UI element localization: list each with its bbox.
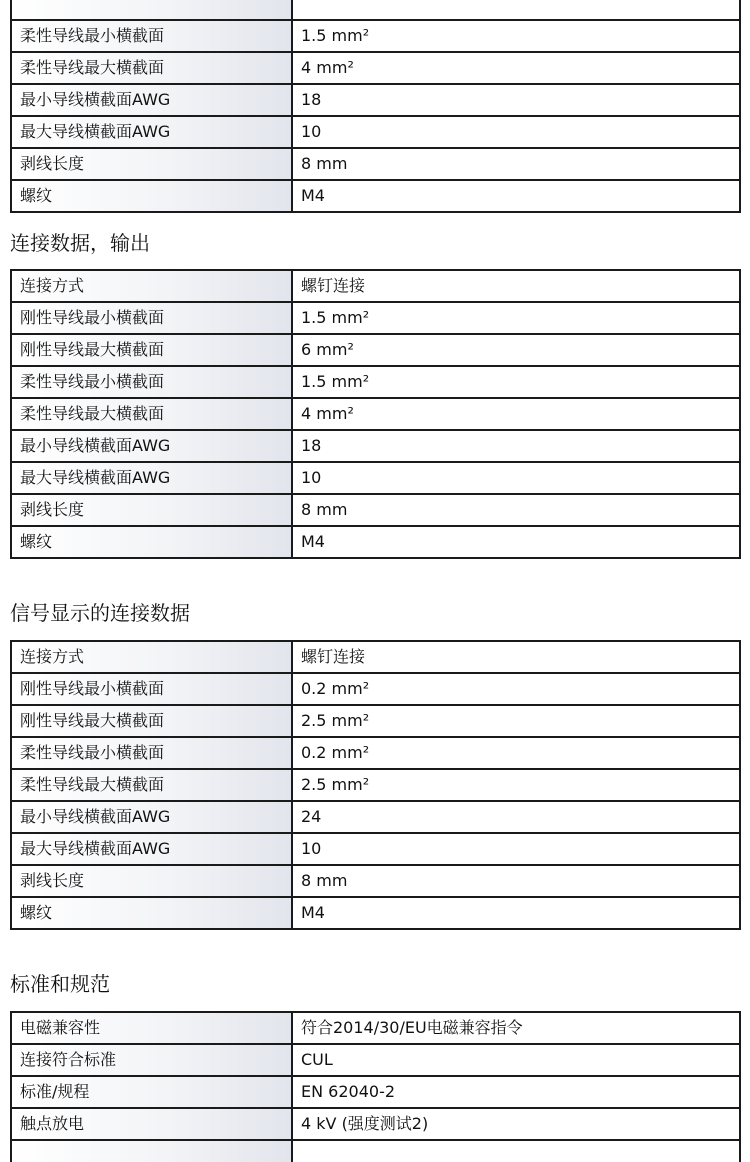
table-row (11, 1012, 740, 1044)
table-row (11, 366, 740, 398)
spec-label: 螺纹 (11, 180, 292, 212)
table-row (11, 897, 740, 929)
section-title-connection-output: 连接数据，输出 (10, 231, 150, 255)
table-row (11, 116, 740, 148)
table-row (11, 769, 740, 801)
spec-value: M4 (292, 897, 740, 929)
spec-value: 0.2 mm² (292, 673, 740, 705)
spec-table-connection-output (10, 269, 741, 559)
table-row (11, 270, 740, 302)
spec-label: 电磁兼容性 (11, 1012, 292, 1044)
spec-value (292, 1140, 740, 1162)
spec-label: 柔性导线最小横截面 (11, 20, 292, 52)
table-row (11, 737, 740, 769)
spec-label: 触点放电 (11, 1108, 292, 1140)
spec-label: 刚性导线最小横截面 (11, 673, 292, 705)
spec-value: CUL (292, 1044, 740, 1076)
table-row (11, 494, 740, 526)
spec-label (11, 0, 292, 20)
spec-label: 柔性导线最大横截面 (11, 398, 292, 430)
spec-value: 8 mm (292, 148, 740, 180)
spec-value: 10 (292, 462, 740, 494)
table-row (11, 302, 740, 334)
table-row (11, 526, 740, 558)
table-row (11, 1076, 740, 1108)
spec-label: 剥线长度 (11, 865, 292, 897)
spec-label: 连接符合标准 (11, 1044, 292, 1076)
spec-label: 螺纹 (11, 897, 292, 929)
table-row (11, 84, 740, 116)
table-row (11, 673, 740, 705)
spec-value: 18 (292, 430, 740, 462)
spec-value: 2.5 mm² (292, 769, 740, 801)
table-row (11, 801, 740, 833)
spec-value: 4 mm² (292, 398, 740, 430)
spec-value: 6 mm² (292, 334, 740, 366)
spec-label: 剥线长度 (11, 494, 292, 526)
spec-value: 螺钉连接 (292, 270, 740, 302)
spec-value: 8 mm (292, 494, 740, 526)
table-row (11, 0, 740, 20)
table-row (11, 705, 740, 737)
table-row (11, 180, 740, 212)
spec-value: M4 (292, 526, 740, 558)
table-row (11, 398, 740, 430)
table-row (11, 1140, 740, 1162)
table-row (11, 52, 740, 84)
spec-label: 最大导线横截面AWG (11, 462, 292, 494)
spec-table-connection-input-continued (10, 0, 741, 213)
spec-label: 最大导线横截面AWG (11, 833, 292, 865)
table-row (11, 1044, 740, 1076)
spec-table-signal-display-connection (10, 640, 741, 930)
spec-label: 最小导线横截面AWG (11, 801, 292, 833)
spec-value: 1.5 mm² (292, 302, 740, 334)
spec-value: 0.2 mm² (292, 737, 740, 769)
spec-value: 18 (292, 84, 740, 116)
spec-label: 刚性导线最大横截面 (11, 705, 292, 737)
table-row (11, 148, 740, 180)
spec-value: 螺钉连接 (292, 641, 740, 673)
spec-label: 剥线长度 (11, 148, 292, 180)
spec-label: 柔性导线最小横截面 (11, 366, 292, 398)
spec-label: 刚性导线最大横截面 (11, 334, 292, 366)
section-title-signal-display-connection: 信号显示的连接数据 (10, 601, 190, 625)
section-title-standards: 标准和规范 (10, 972, 110, 996)
spec-label: 螺纹 (11, 526, 292, 558)
spec-table-standards (10, 1011, 741, 1162)
table-row (11, 462, 740, 494)
table-row (11, 1108, 740, 1140)
spec-label: 最小导线横截面AWG (11, 430, 292, 462)
spec-value: 24 (292, 801, 740, 833)
spec-value: 符合2014/30/EU电磁兼容指令 (292, 1012, 740, 1044)
spec-value: EN 62040-2 (292, 1076, 740, 1108)
spec-label: 最大导线横截面AWG (11, 116, 292, 148)
spec-label (11, 1140, 292, 1162)
spec-value: 4 kV (强度测试2) (292, 1108, 740, 1140)
table-row (11, 334, 740, 366)
spec-value: 2.5 mm² (292, 705, 740, 737)
table-row (11, 20, 740, 52)
spec-label: 柔性导线最小横截面 (11, 737, 292, 769)
spec-value: 8 mm (292, 865, 740, 897)
spec-value: M4 (292, 180, 740, 212)
spec-value: 4 mm² (292, 52, 740, 84)
spec-label: 连接方式 (11, 270, 292, 302)
table-row (11, 865, 740, 897)
table-row (11, 641, 740, 673)
spec-value: 1.5 mm² (292, 20, 740, 52)
spec-label: 最小导线横截面AWG (11, 84, 292, 116)
spec-label: 连接方式 (11, 641, 292, 673)
spec-value (292, 0, 740, 20)
spec-label: 柔性导线最大横截面 (11, 52, 292, 84)
table-row (11, 833, 740, 865)
spec-value: 10 (292, 116, 740, 148)
spec-value: 10 (292, 833, 740, 865)
table-row (11, 430, 740, 462)
spec-value: 1.5 mm² (292, 366, 740, 398)
spec-label: 柔性导线最大横截面 (11, 769, 292, 801)
spec-label: 刚性导线最小横截面 (11, 302, 292, 334)
spec-label: 标准/规程 (11, 1076, 292, 1108)
